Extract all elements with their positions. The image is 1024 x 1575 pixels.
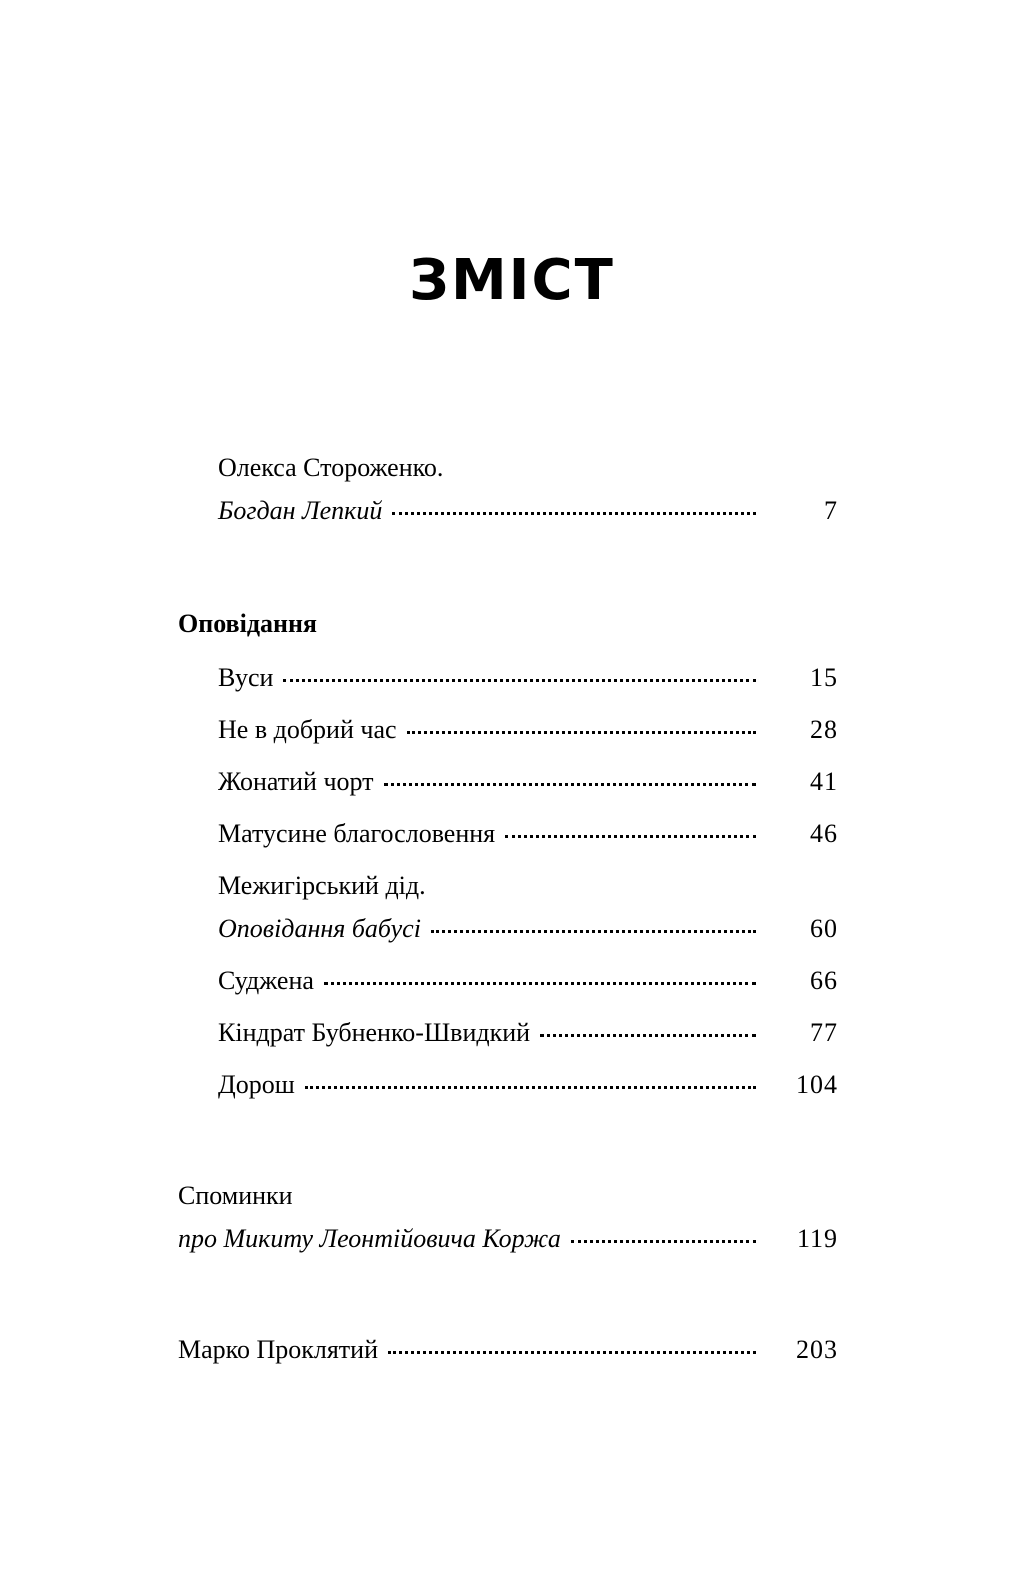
toc-item-label: Матусине благословення bbox=[218, 819, 496, 848]
toc-entry-line2-row bbox=[218, 498, 838, 524]
toc-entry-title-line2: про Микиту Леонтійовича Коржа bbox=[178, 1224, 561, 1253]
toc-item-page: 28 bbox=[810, 715, 838, 744]
toc-item-label: Суджена bbox=[218, 966, 314, 995]
leader-dots bbox=[324, 982, 756, 985]
toc-item-label: Кіндрат Бубненко-Швидкий bbox=[218, 1018, 531, 1047]
toc-entry-title-line1: Олекса Стороженко. bbox=[218, 453, 444, 482]
toc-entry-title-line1: Споминки bbox=[178, 1181, 293, 1210]
toc-group-heading-stories: Оповідання bbox=[178, 609, 318, 638]
toc-item-dorosh[interactable] bbox=[218, 1072, 838, 1098]
leader-dots bbox=[283, 679, 756, 682]
toc-item-line2-row bbox=[218, 916, 838, 942]
toc-entry-line2-row bbox=[178, 1226, 838, 1252]
toc-item-kindrat-bubnenko-shvydkyi[interactable] bbox=[218, 1020, 838, 1046]
toc-item-label: Не в добрий час bbox=[218, 715, 397, 744]
toc-group-items-stories bbox=[178, 665, 838, 1098]
toc-entry-title-line2: Богдан Лепкий bbox=[218, 496, 383, 525]
toc-item-label: Вуси bbox=[218, 663, 274, 692]
leader-dots bbox=[571, 1240, 756, 1243]
leader-dots bbox=[384, 783, 756, 786]
toc-entry-label: Марко Проклятий bbox=[178, 1335, 379, 1364]
toc-item-page: 66 bbox=[810, 966, 838, 995]
spacer bbox=[178, 1098, 838, 1183]
toc-entry-foreword[interactable] bbox=[178, 455, 838, 524]
toc-entry-page: 119 bbox=[796, 1224, 838, 1253]
toc-item-label: Оповідання бабусі bbox=[218, 914, 421, 943]
toc-item-ne-v-dobryi-chas[interactable] bbox=[218, 717, 838, 743]
toc-item-page: 77 bbox=[810, 1018, 838, 1047]
toc-item-zhonatyi-chort[interactable] bbox=[218, 769, 838, 795]
toc-item-page: 60 bbox=[810, 914, 838, 943]
toc-entry-page: 7 bbox=[824, 496, 838, 525]
spacer bbox=[178, 524, 838, 609]
leader-dots bbox=[540, 1034, 756, 1037]
spacer bbox=[178, 1252, 838, 1337]
toc-item-page: 15 bbox=[810, 663, 838, 692]
leader-dots bbox=[392, 512, 756, 515]
toc-item-page: 41 bbox=[810, 767, 838, 796]
toc-item-sudzhena[interactable] bbox=[218, 968, 838, 994]
page-title: ЗМІСТ bbox=[409, 248, 615, 313]
toc-item-mezhyhirskyi-did[interactable] bbox=[218, 873, 838, 942]
leader-dots bbox=[305, 1086, 756, 1089]
leader-dots bbox=[407, 731, 756, 734]
toc-item-matusyne-blahoslovennia[interactable] bbox=[218, 821, 838, 847]
leader-dots bbox=[388, 1351, 756, 1354]
toc-item-title-line1: Межигірський дід. bbox=[218, 871, 426, 900]
toc-item-label: Дорош bbox=[218, 1070, 295, 1099]
toc-entry-memoirs[interactable] bbox=[178, 1183, 838, 1252]
toc-item-label: Жонатий чорт bbox=[218, 767, 374, 796]
toc-entry-marko-prokliatyi[interactable] bbox=[178, 1337, 838, 1363]
toc-entry-page: 203 bbox=[796, 1335, 838, 1364]
leader-dots bbox=[505, 835, 756, 838]
toc-item-page: 104 bbox=[796, 1070, 838, 1099]
toc-entries bbox=[178, 455, 838, 1363]
toc-item-vusy[interactable] bbox=[218, 665, 838, 691]
leader-dots bbox=[431, 930, 756, 933]
spacer bbox=[178, 639, 838, 665]
toc-item-page: 46 bbox=[810, 819, 838, 848]
